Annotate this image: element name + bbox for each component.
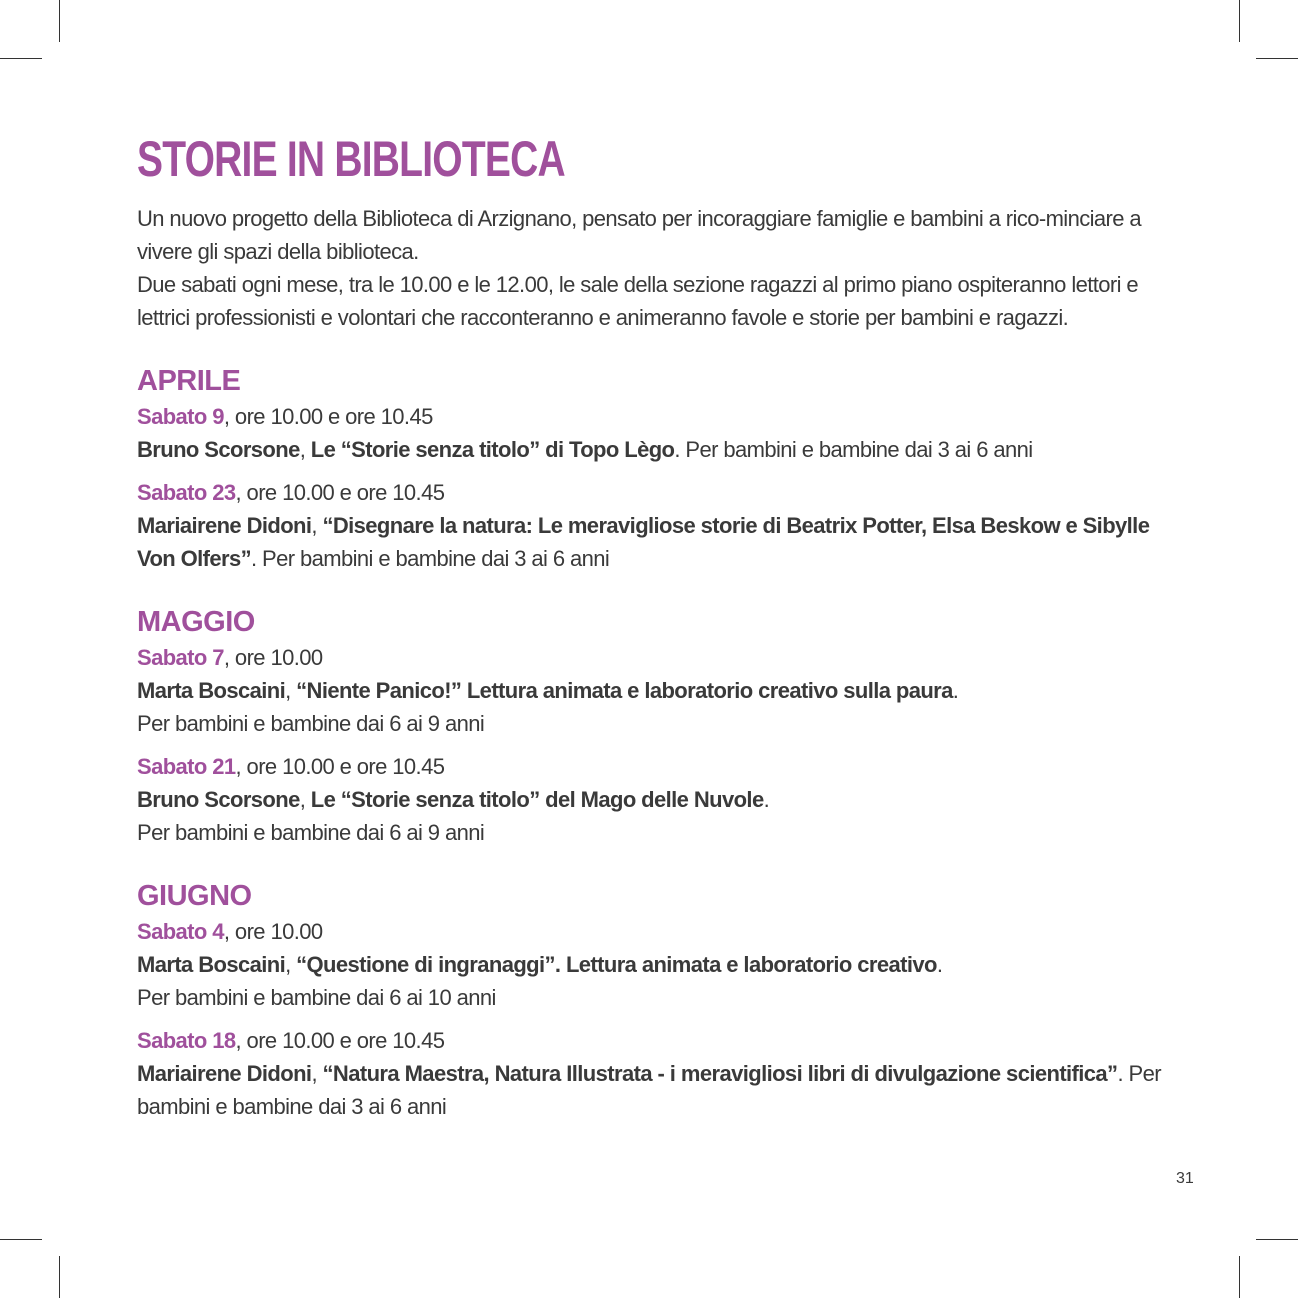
- event-title: “Natura Maestra, Natura Illustrata - i meravigliosi libri di divulgazione scientifica”: [322, 1061, 1118, 1086]
- month-section-aprile: [137, 364, 1161, 575]
- event-item: [137, 400, 1161, 466]
- month-section-giugno: [137, 879, 1161, 1123]
- event-date-line: [137, 641, 1161, 674]
- event-audience: Per bambini e bambine dai 6 ai 9 anni: [137, 820, 485, 845]
- crop-mark: [59, 1256, 60, 1298]
- event-time: , ore 10.00 e ore 10.45: [235, 480, 445, 505]
- event-date-line: [137, 915, 1161, 948]
- event-audience: Per bambini e bambine dai 6 ai 10 anni: [137, 985, 496, 1010]
- crop-mark: [1239, 1256, 1240, 1298]
- crop-mark: [1256, 1239, 1298, 1240]
- month-title: GIUGNO: [137, 880, 252, 912]
- event-audience: . Per bambini e bambine dai 3 ai 6 anni: [251, 546, 610, 571]
- event-item: [137, 750, 1161, 849]
- event-title: “Niente Panico!” Lettura animata e laboratorio creativo sulla paura: [296, 678, 953, 703]
- event-description: Bruno Scorsone, Le “Storie senza titolo” di Topo Lègo. Per bambini e bambine dai 3 ai 6 anni: [137, 437, 1033, 462]
- crop-mark: [0, 1239, 42, 1240]
- event-time: , ore 10.00 e ore 10.45: [223, 404, 433, 429]
- page-number: 31: [1176, 1170, 1194, 1187]
- event-time: , ore 10.00: [223, 645, 323, 670]
- event-item: [137, 476, 1161, 575]
- event-item: [137, 641, 1161, 740]
- crop-mark: [59, 0, 60, 42]
- event-description: Bruno Scorsone, Le “Storie senza titolo” del Mago delle Nuvole.: [137, 787, 770, 812]
- month-title: MAGGIO: [137, 606, 255, 638]
- event-audience: . Per bambini e bambine dai 3 ai 6 anni: [674, 437, 1033, 462]
- event-title: Le “Storie senza titolo” del Mago delle Nuvole: [310, 787, 764, 812]
- event-item: [137, 1024, 1161, 1123]
- event-time: , ore 10.00 e ore 10.45: [235, 754, 445, 779]
- event-date-line: [137, 400, 1161, 433]
- intro-paragraph: Due sabati ogni mese, tra le 10.00 e le 12.00, le sale della sezione ragazzi al primo piano ospiteranno lettori e lettrici professionisti e volontari che racconteranno e animeranno favole e storie per bambini e ragazzi.: [137, 272, 1139, 330]
- event-presenter: Marta Boscaini: [137, 678, 286, 703]
- event-day: Sabato 7: [137, 645, 224, 670]
- event-title: “Questione di ingranaggi”. Lettura animata e laboratorio creativo: [296, 952, 937, 977]
- crop-mark: [0, 58, 42, 59]
- event-audience: . Per bambini e bambine dai 3 ai 6 anni: [137, 1061, 1161, 1119]
- crop-mark: [1256, 58, 1298, 59]
- event-audience: Per bambini e bambine dai 6 ai 9 anni: [137, 711, 485, 736]
- event-presenter: Mariairene Didoni: [137, 1061, 312, 1086]
- page-title: STORIE IN BIBLIOTECA: [137, 131, 565, 187]
- event-date-line: [137, 1024, 1161, 1057]
- event-time: , ore 10.00: [223, 919, 323, 944]
- event-day: Sabato 4: [137, 919, 224, 944]
- month-title: APRILE: [137, 365, 241, 397]
- event-day: Sabato 18: [137, 1028, 236, 1053]
- event-title: “Disegnare la natura: Le meravigliose storie di Beatrix Potter, Elsa Beskow e Sibylle Von Olfers”: [137, 513, 1150, 571]
- event-date-line: [137, 750, 1161, 783]
- intro-paragraph: Un nuovo progetto della Biblioteca di Arzignano, pensato per incoraggiare famiglie e bambini a rico-minciare a vivere gli spazi della biblioteca.: [137, 206, 1142, 264]
- event-day: Sabato 9: [137, 404, 224, 429]
- event-day: Sabato 21: [137, 754, 236, 779]
- event-presenter: Marta Boscaini: [137, 952, 286, 977]
- event-title: Le “Storie senza titolo” di Topo Lègo: [310, 437, 675, 462]
- event-description: Marta Boscaini, “Niente Panico!” Lettura animata e laboratorio creativo sulla paura.: [137, 678, 959, 703]
- event-day: Sabato 23: [137, 480, 236, 505]
- event-presenter: Bruno Scorsone: [137, 437, 300, 462]
- event-description: Marta Boscaini, “Questione di ingranaggi”. Lettura animata e laboratorio creativo.: [137, 952, 943, 977]
- month-section-maggio: [137, 605, 1161, 849]
- event-time: , ore 10.00 e ore 10.45: [235, 1028, 445, 1053]
- page-content: [137, 128, 1161, 1123]
- event-date-line: [137, 476, 1161, 509]
- event-item: [137, 915, 1161, 1014]
- event-description: Mariairene Didoni, “Natura Maestra, Natura Illustrata - i meravigliosi libri di divulgazione scientifica”. Per bambini e bambine dai 3 ai 6 anni: [137, 1061, 1161, 1119]
- crop-mark: [1239, 0, 1240, 42]
- intro-text: [137, 202, 1161, 334]
- event-description: Mariairene Didoni, “Disegnare la natura: Le meravigliose storie di Beatrix Potter, Elsa Beskow e Sibylle Von Olfers”. Per bambini e bambine dai 3 ai 6 anni: [137, 513, 1150, 571]
- event-presenter: Mariairene Didoni: [137, 513, 312, 538]
- event-presenter: Bruno Scorsone: [137, 787, 300, 812]
